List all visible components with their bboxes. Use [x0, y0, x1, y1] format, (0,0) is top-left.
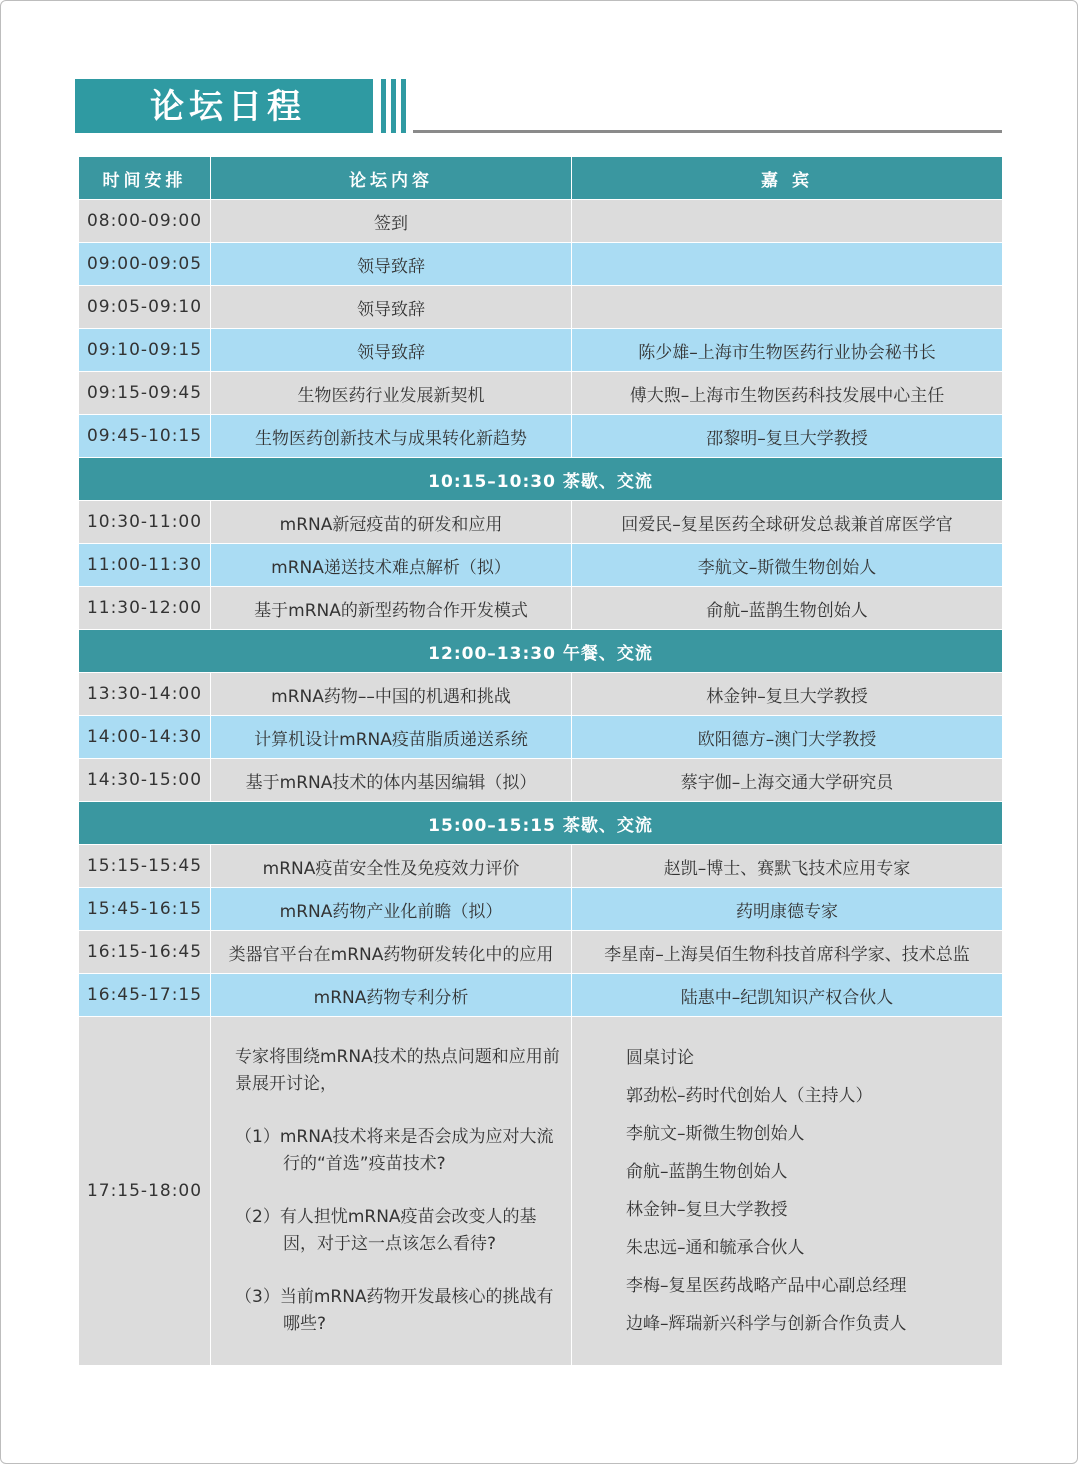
cell-time: 16:45-17:15: [79, 974, 211, 1017]
break-row: [79, 458, 1003, 501]
title-stripe: [401, 79, 406, 133]
cell-guest: 俞航–蓝鹊生物创始人: [572, 587, 1003, 630]
roundtable-guest: 朱忠远–通和毓承合伙人: [626, 1238, 805, 1258]
roundtable-question: （3）当前mRNA药物开发最核心的挑战有哪些?: [235, 1287, 554, 1334]
cell-guest: 傅大煦–上海市生物医药科技发展中心主任: [572, 372, 1003, 415]
roundtable-guest: 俞航–蓝鹊生物创始人: [626, 1162, 788, 1182]
table-row: [79, 200, 1003, 243]
table-row: [79, 415, 1003, 458]
header-guest: 嘉 宾: [572, 157, 1003, 200]
cell-time: 13:30-14:00: [79, 673, 211, 716]
break-row: [79, 630, 1003, 673]
table-row: [79, 544, 1003, 587]
break-row: [79, 802, 1003, 845]
table-row: [79, 759, 1003, 802]
table-row: [79, 329, 1003, 372]
table-row: [79, 587, 1003, 630]
cell-guest: 陆惠中–纪凯知识产权合伙人: [572, 974, 1003, 1017]
cell-time: 09:10-09:15: [79, 329, 211, 372]
cell-content: mRNA递送技术难点解析（拟）: [211, 544, 572, 587]
cell-time: 09:15-09:45: [79, 372, 211, 415]
page-title: 论坛日程: [150, 87, 306, 127]
cell-content: 签到: [211, 200, 572, 243]
roundtable-row: [79, 1017, 1003, 1366]
cell-content: 类器官平台在mRNA药物研发转化中的应用: [211, 931, 572, 974]
roundtable-guest: 郭劲松–药时代创始人（主持人）: [626, 1086, 873, 1106]
table-row: [79, 501, 1003, 544]
cell-content: 生物医药创新技术与成果转化新趋势: [211, 415, 572, 458]
cell-content: 领导致辞: [211, 329, 572, 372]
cell-guest: 李航文–斯微生物创始人: [572, 544, 1003, 587]
cell-guest: 邵黎明–复旦大学教授: [572, 415, 1003, 458]
table-row: [79, 716, 1003, 759]
cell-time: 15:15-15:45: [79, 845, 211, 888]
cell-content: 生物医药行业发展新契机: [211, 372, 572, 415]
table-row: [79, 845, 1003, 888]
cell-content: 计算机设计mRNA疫苗脂质递送系统: [211, 716, 572, 759]
cell-guest: 陈少雄–上海市生物医药行业协会秘书长: [572, 329, 1003, 372]
cell-time: 11:00-11:30: [79, 544, 211, 587]
table-row: [79, 243, 1003, 286]
roundtable-topics: [211, 1017, 572, 1366]
cell-time: 09:45-10:15: [79, 415, 211, 458]
title-underline: [413, 130, 1002, 133]
header-time: 时间安排: [79, 157, 211, 200]
cell-guest: 蔡宇伽–上海交通大学研究员: [572, 759, 1003, 802]
cell-guest: 回爱民–复星医药全球研发总裁兼首席医学官: [572, 501, 1003, 544]
cell-time: 09:05-09:10: [79, 286, 211, 329]
roundtable-guest: 圆桌讨论: [626, 1048, 694, 1068]
table-row: [79, 974, 1003, 1017]
cell-time: 17:15-18:00: [79, 1017, 211, 1366]
cell-content: 基于mRNA的新型药物合作开发模式: [211, 587, 572, 630]
cell-guest: 药明康德专家: [572, 888, 1003, 931]
roundtable-guest: 李航文–斯微生物创始人: [626, 1124, 805, 1144]
break-text: 15:00–15:15 茶歇、交流: [79, 802, 1003, 845]
cell-guest: 赵凯–博士、赛默飞技术应用专家: [572, 845, 1003, 888]
roundtable-intro: 专家将围绕mRNA技术的热点问题和应用前景展开讨论，: [235, 1047, 560, 1094]
title-stripe: [381, 79, 386, 133]
table-row: [79, 673, 1003, 716]
roundtable-guest: 林金钟–复旦大学教授: [626, 1200, 788, 1220]
table-row: [79, 372, 1003, 415]
cell-time: 10:30-11:00: [79, 501, 211, 544]
cell-time: 16:15-16:45: [79, 931, 211, 974]
cell-content: mRNA新冠疫苗的研发和应用: [211, 501, 572, 544]
cell-guest: 林金钟–复旦大学教授: [572, 673, 1003, 716]
cell-content: mRNA药物––中国的机遇和挑战: [211, 673, 572, 716]
roundtable-guest: 李梅–复星医药战略产品中心副总经理: [626, 1276, 907, 1296]
cell-time: 11:30-12:00: [79, 587, 211, 630]
roundtable-guest: 边峰–辉瑞新兴科学与创新合作负责人: [626, 1314, 907, 1334]
cell-content: 领导致辞: [211, 243, 572, 286]
cell-content: mRNA疫苗安全性及免疫效力评价: [211, 845, 572, 888]
cell-guest: 李星南–上海昊佰生物科技首席科学家、技术总监: [572, 931, 1003, 974]
cell-time: 14:00-14:30: [79, 716, 211, 759]
table-row: [79, 931, 1003, 974]
cell-guest: [572, 243, 1003, 286]
cell-time: 14:30-15:00: [79, 759, 211, 802]
cell-content: mRNA药物产业化前瞻（拟）: [211, 888, 572, 931]
cell-content: mRNA药物专利分析: [211, 974, 572, 1017]
table-header-row: [79, 157, 1003, 200]
header-content: 论坛内容: [211, 157, 572, 200]
break-text: 10:15–10:30 茶歇、交流: [79, 458, 1003, 501]
cell-time: 08:00-09:00: [79, 200, 211, 243]
table-row: [79, 286, 1003, 329]
cell-guest: [572, 286, 1003, 329]
schedule-table: [78, 156, 1003, 1366]
roundtable-question: （2）有人担忧mRNA疫苗会改变人的基因，对于这一点该怎么看待?: [235, 1207, 537, 1254]
break-text: 12:00–13:30 午餐、交流: [79, 630, 1003, 673]
cell-guest: 欧阳德方–澳门大学教授: [572, 716, 1003, 759]
title-stripe: [391, 79, 396, 133]
roundtable-guests: [572, 1017, 1003, 1366]
cell-time: 15:45-16:15: [79, 888, 211, 931]
table-row: [79, 888, 1003, 931]
cell-content: 基于mRNA技术的体内基因编辑（拟）: [211, 759, 572, 802]
cell-guest: [572, 200, 1003, 243]
roundtable-question: （1）mRNA技术将来是否会成为应对大流行的“首选”疫苗技术?: [235, 1127, 554, 1174]
cell-time: 09:00-09:05: [79, 243, 211, 286]
cell-content: 领导致辞: [211, 286, 572, 329]
